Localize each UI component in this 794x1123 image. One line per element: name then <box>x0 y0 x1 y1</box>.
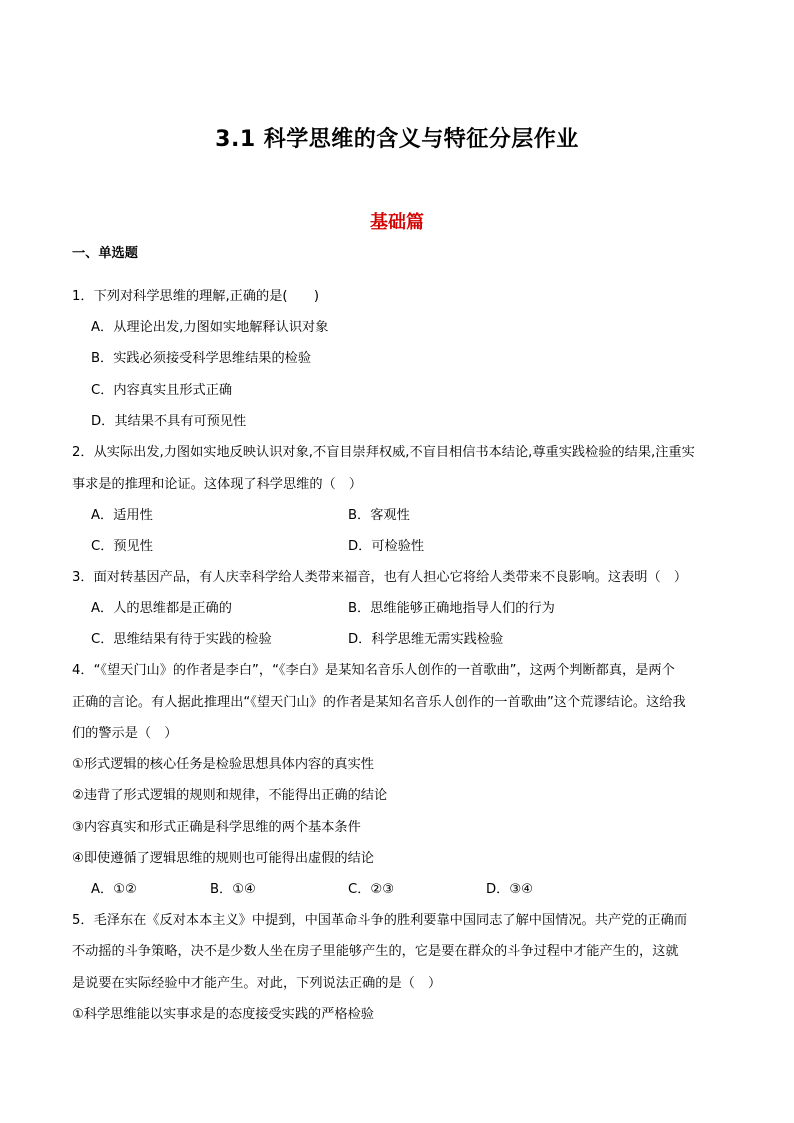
q4-stem-line2: 正确的言论。有人据此推理出“《望天门山》的作者是某知名音乐人创作的一首歌曲”这个荒谬结论。这给我 <box>72 695 686 710</box>
q1-option-a: A．从理论出发,力图如实地解释认识对象 <box>91 320 329 335</box>
document-title: 3.1 科学思维的含义与特征分层作业 <box>215 127 579 152</box>
q4-option-b: B．①④ <box>210 882 256 897</box>
q3-option-a: A．人的思维都是正确的 <box>91 601 232 616</box>
q2-option-a: A．适用性 <box>91 508 153 523</box>
q3-option-c: C．思维结果有待于实践的检验 <box>91 632 272 647</box>
q4-option-d: D．③④ <box>486 882 533 897</box>
q5-statement-1: ①科学思维能以实事求是的态度接受实践的严格检验 <box>72 1007 374 1022</box>
q3-stem: 3．面对转基因产品，有人庆幸科学给人类带来福音，也有人担心它将给人类带来不良影响。这表明（ ） <box>72 570 688 585</box>
q4-option-a: A．①② <box>91 882 137 897</box>
q2-option-c: C．预见性 <box>91 539 153 554</box>
q2-option-d: D．可检验性 <box>348 539 425 554</box>
q2-stem-line2: 事求是的推理和论证。这体现了科学思维的（ ） <box>72 477 363 492</box>
q4-stem-line3: 们的警示是（ ） <box>72 726 178 741</box>
q5-stem-line2: 不动摇的斗争策略，决不是少数人坐在房子里能够产生的，它是要在群众的斗争过程中才能产生的，这就 <box>72 944 679 959</box>
section-heading: 基础篇 <box>370 212 424 233</box>
q2-option-b: B．客观性 <box>348 508 410 523</box>
q3-option-b: B．思维能够正确地指导人们的行为 <box>348 601 555 616</box>
q5-stem-line3: 是说要在实际经验中才能产生。对此，下列说法正确的是（ ） <box>72 976 442 991</box>
q4-stem-line1: 4．“《望天门山》的作者是李白”，“《李白》是某知名音乐人创作的一首歌曲”，这两个判断都真，是两个 <box>72 663 675 678</box>
q4-statement-2: ②违背了形式逻辑的规则和规律，不能得出正确的结论 <box>72 788 388 803</box>
part-heading: 一、单选题 <box>72 246 138 261</box>
q4-option-c: C．②③ <box>348 882 395 897</box>
q5-stem-line1: 5．毛泽东在《反对本本主义》中提到，中国革命斗争的胜利要靠中国同志了解中国情况。共产党的正确而 <box>72 913 688 928</box>
q2-stem-line1: 2．从实际出发,力图如实地反映认识对象,不盲目崇拜权威,不盲目相信书本结论,尊重实践检验的结果,注重实 <box>72 445 695 460</box>
q4-statement-4: ④即使遵循了逻辑思维的规则也可能得出虚假的结论 <box>72 851 374 866</box>
q1-option-d: D．其结果不具有可预见性 <box>91 414 247 429</box>
q1-option-b: B．实践必须接受科学思维结果的检验 <box>91 351 312 366</box>
q1-stem: 1．下列对科学思维的理解,正确的是( ) <box>72 289 320 304</box>
q3-option-d: D．科学思维无需实践检验 <box>348 632 504 647</box>
q1-option-c: C．内容真实且形式正确 <box>91 383 233 398</box>
q4-statement-3: ③内容真实和形式正确是科学思维的两个基本条件 <box>72 820 361 835</box>
q4-statement-1: ①形式逻辑的核心任务是检验思想具体内容的真实性 <box>72 757 374 772</box>
